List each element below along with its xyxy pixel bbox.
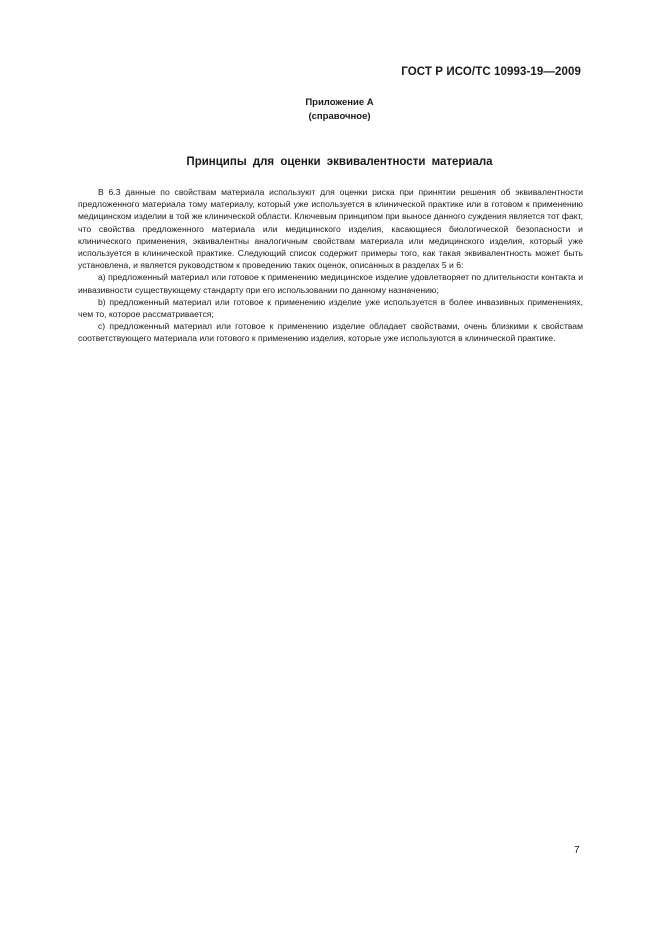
- body-text: [78, 186, 583, 345]
- annex-title: Приложение А: [305, 97, 374, 108]
- paragraph-intro: В 6.3 данные по свойствам материала используют для оценки риска при принятии решения об эквивалентности предложенного материала тому материалу, который уже используется в клинической практике или в готовом к применению медицинском изделии в той же клинической области. Ключевым принципом при выносе данного суждения является тот факт, что свойства предложенного материала или медицинского изделия, касающиеся биологической безопасности и клинического применения, эквивалентны аналогичным свойствам материала или медицинского изделия, который уже используется в клинической практике. Следующий список содержит примеры того, как такая эквивалентность может быть установлена, и является руководством к проведению таких оценок, описанных в разделах 5 и 6:: [78, 187, 583, 271]
- annex-subtitle: (справочное): [308, 111, 371, 122]
- annex-heading: [0, 96, 661, 124]
- list-item-c: c) предложенный материал или готовое к применению изделие обладает свойствами, очень близкими к свойствам соответствующего материала или готового к применению изделия, которые уже используются в клинической практике.: [78, 321, 583, 344]
- list-item-b: b) предложенный материал или готовое к применению изделие уже используется в более инвазивных применениях, чем то, которое рассматривается;: [78, 296, 583, 320]
- section-title: Принципы для оценки эквивалентности материала: [186, 156, 493, 168]
- page-number: 7: [574, 845, 580, 856]
- document-header-code: ГОСТ Р ИСО/ТС 10993-19—2009: [401, 66, 581, 78]
- list-item-a: a) предложенный материал или готовое к применению медицинское изделие удовлетворяет по длительности контакта и инвазивности существующему стандарту при его использовании по данному назначению;: [78, 272, 583, 295]
